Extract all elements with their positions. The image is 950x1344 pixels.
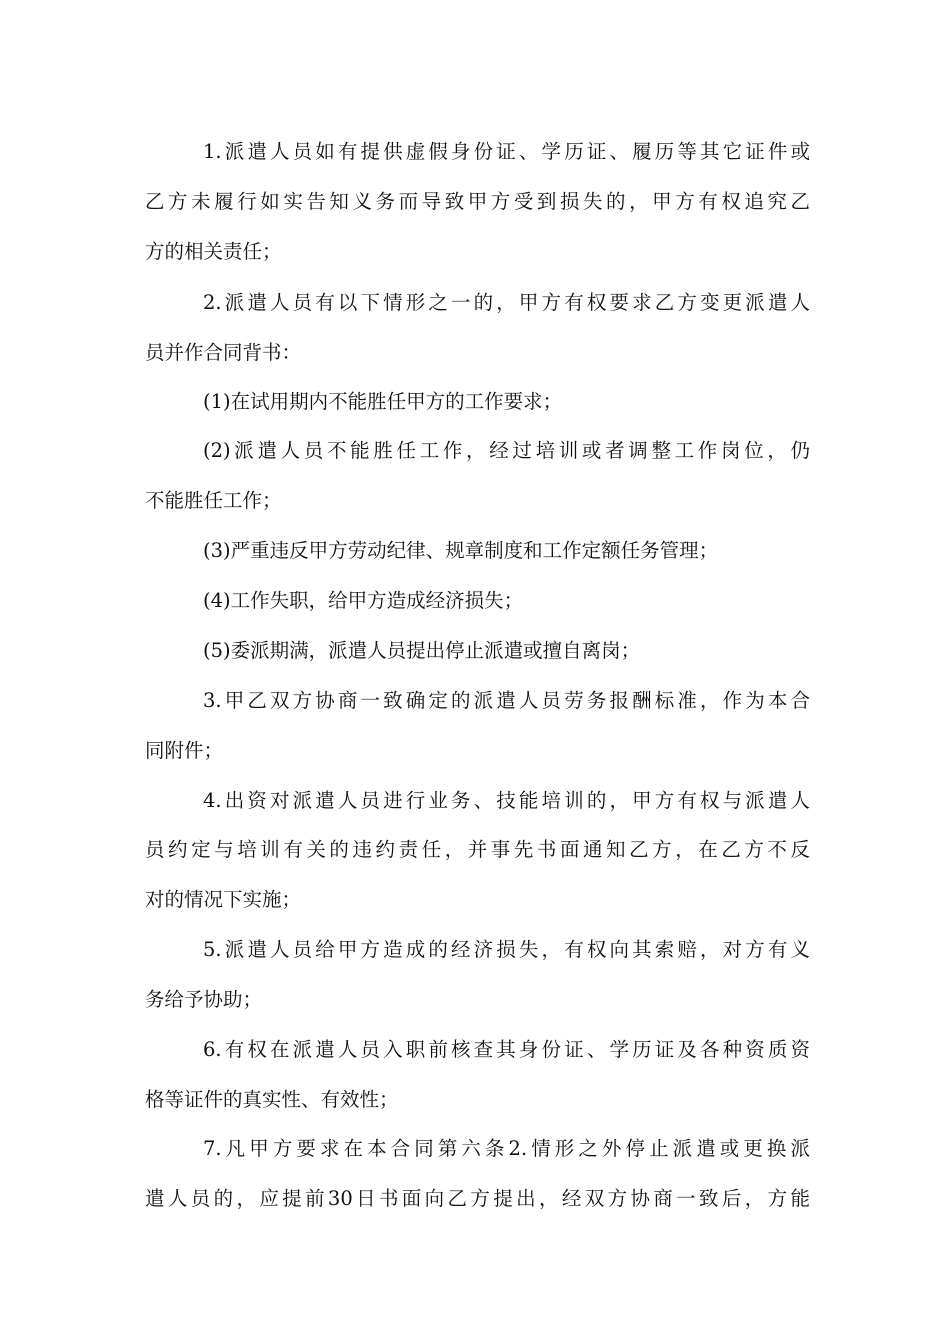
paragraph-4-line-3: 对的情况下实施； [145,888,302,911]
paragraph-1-line-1: 1.派遣人员如有提供虚假身份证、学历证、履历等其它证件或 [203,140,810,163]
paragraph-3-line-2: 同附件； [145,739,224,762]
paragraph-7-line-2: 遣人员的，应提前30日书面向乙方提出，经双方协商一致后，方能 [145,1187,810,1210]
item-2-line-1: (2)派遣人员不能胜任工作，经过培训或者调整工作岗位，仍 [203,439,810,462]
paragraph-2-line-1: 2.派遣人员有以下情形之一的，甲方有权要求乙方变更派遣人 [203,291,810,314]
paragraph-6-line-2: 格等证件的真实性、有效性； [145,1088,399,1111]
item-5-line-1: (5)委派期满，派遣人员提出停止派遣或擅自离岗； [203,639,641,662]
paragraph-7-line-1: 7.凡甲方要求在本合同第六条2.情形之外停止派遣或更换派 [203,1137,810,1160]
item-2-line-2: 不能胜任工作； [145,489,282,512]
paragraph-1-line-2: 乙方未履行如实告知义务而导致甲方受到损失的，甲方有权追究乙 [145,190,810,213]
paragraph-2-line-2: 员并作合同背书： [145,341,302,364]
item-1-line-1: (1)在试用期内不能胜任甲方的工作要求； [203,390,563,413]
paragraph-5-line-2: 务给予协助； [145,988,263,1011]
paragraph-4-line-1: 4.出资对派遣人员进行业务、技能培训的，甲方有权与派遣人 [203,789,810,812]
paragraph-6-line-1: 6.有权在派遣人员入职前核查其身份证、学历证及各种资质资 [203,1038,810,1061]
paragraph-5-line-1: 5.派遣人员给甲方造成的经济损失，有权向其索赔，对方有义 [203,938,810,961]
paragraph-3-line-1: 3.甲乙双方协商一致确定的派遣人员劳务报酬标准，作为本合 [203,689,810,712]
item-3-line-1: (3)严重违反甲方劳动纪律、规章制度和工作定额任务管理； [203,539,719,562]
item-4-line-1: (4)工作失职，给甲方造成经济损失； [203,589,524,612]
paragraph-1-line-3: 方的相关责任； [145,240,282,263]
paragraph-4-line-2: 员约定与培训有关的违约责任，并事先书面通知乙方，在乙方不反 [145,838,810,861]
